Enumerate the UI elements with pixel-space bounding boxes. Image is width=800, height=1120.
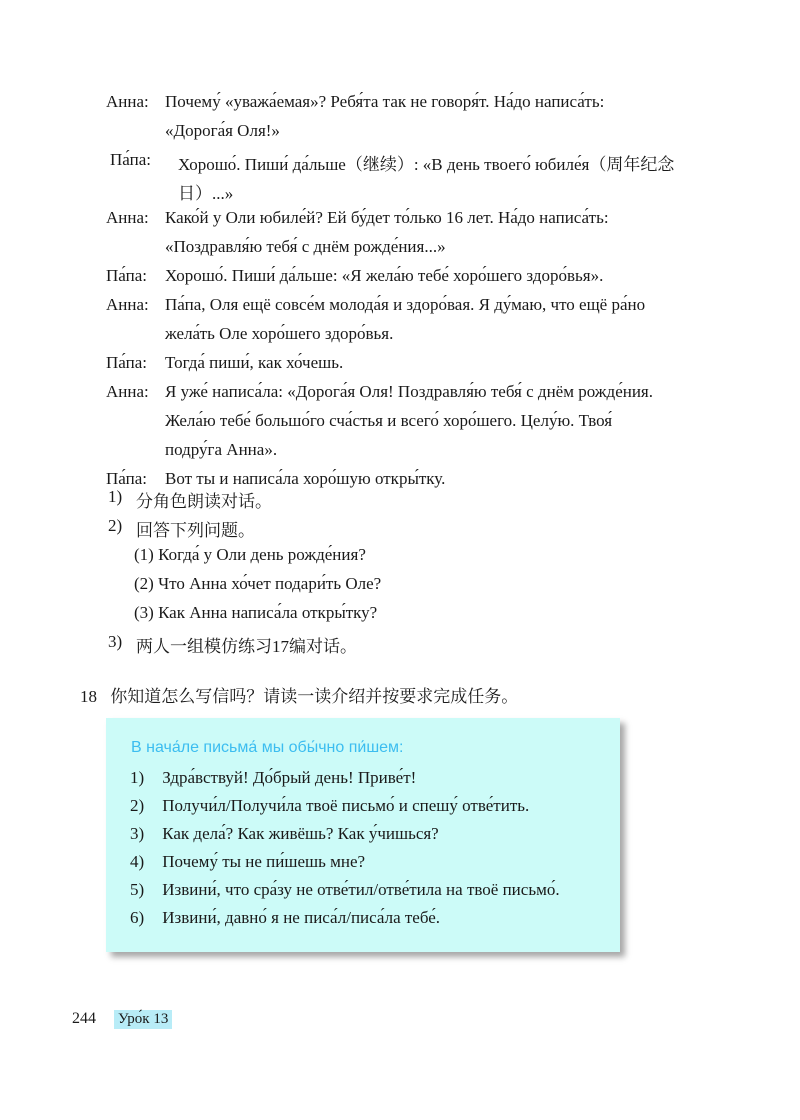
task-number: 2) xyxy=(108,516,123,535)
task-number: 1) xyxy=(108,487,123,506)
utterance: Како́й у Оли юбиле́й? Ей бу́дет то́лько 16 лет. На́до написа́ть: xyxy=(165,208,609,227)
dialogue-line xyxy=(0,237,800,266)
item-text: Здра́вствуй! До́брый день! Приве́т! xyxy=(162,768,417,787)
info-box-item xyxy=(130,880,560,900)
item-text: Как дела́? Как живёшь? Как у́чишься? xyxy=(162,824,439,843)
utterance: Я уже́ написа́ла: «Дорога́я Оля! Поздравля́ю тебя́ с днём рожде́ния. xyxy=(165,382,654,401)
info-box-item xyxy=(130,796,529,816)
item-number: 6) xyxy=(130,908,145,927)
utterance: «Поздравля́ю тебя́ с днём рожде́ния...» xyxy=(165,237,446,256)
item-number: 3) xyxy=(130,824,145,843)
info-box-item xyxy=(130,908,440,928)
item-number: 4) xyxy=(130,852,145,871)
item-text: Извини́, что сра́зу не отве́тил/отве́тила на твоё письмо́. xyxy=(162,880,560,899)
speaker: Анна: xyxy=(106,92,149,111)
dialogue-line xyxy=(0,150,800,179)
info-box-title: В нача́ле письма́ мы обы́чно пи́шем: xyxy=(131,739,404,756)
task-list xyxy=(0,487,800,661)
item-number: 1) xyxy=(130,768,145,787)
item-text: Извини́, давно́ я не писа́л/писа́ла тебе́. xyxy=(162,908,441,927)
exercise-number: 18 xyxy=(80,687,97,706)
dialogue-line xyxy=(0,266,800,295)
item-text: Почему́ ты не пи́шешь мне? xyxy=(162,852,366,871)
item-text: Получи́л/Получи́ла твоё письмо́ и спешу́ отве́тить. xyxy=(162,796,530,815)
page-footer xyxy=(72,1010,172,1029)
page-number: 244 xyxy=(72,1010,96,1027)
dialogue-line xyxy=(0,208,800,237)
dialogue-line xyxy=(0,440,800,469)
task-item xyxy=(0,516,800,545)
utterance: Хорошо́. Пиши́ да́льше（继续）: «В день твоего́ юбиле́я（周年纪念 xyxy=(178,155,675,174)
speaker: Анна: xyxy=(106,382,149,401)
task-item xyxy=(0,632,800,661)
utterance: Па́па, Оля ещё совсе́м молода́я и здоро́вая. Я ду́маю, что ещё ра́но xyxy=(165,295,646,314)
lesson-label: Уро́к 13 xyxy=(114,1010,172,1029)
utterance: Жела́ю тебе́ большо́го сча́стья и всего́ хоро́шего. Целу́ю. Твоя́ xyxy=(165,411,613,430)
question-text: (3) Как Анна написа́ла откры́тку? xyxy=(134,603,378,622)
dialogue-line xyxy=(0,382,800,411)
question-item xyxy=(0,603,800,632)
exercise-instruction: 你知道怎么写信吗？请读一读介绍并按要求完成任务。 xyxy=(110,687,519,706)
speaker: Анна: xyxy=(106,295,149,314)
info-box xyxy=(106,718,620,952)
task-text: 回答下列问题。 xyxy=(136,521,255,540)
utterance: жела́ть Оле хоро́шего здоро́вья. xyxy=(165,324,394,343)
utterance: Хорошо́. Пиши́ да́льше: «Я жела́ю тебе́ хоро́шего здоро́вья». xyxy=(165,266,604,285)
question-item xyxy=(0,545,800,574)
dialogue-line xyxy=(0,324,800,353)
utterance: Вот ты и написа́ла хоро́шую откры́тку. xyxy=(165,469,446,488)
question-text: (2) Что Анна хо́чет подари́ть Оле? xyxy=(134,574,382,593)
dialogue xyxy=(0,92,800,498)
dialogue-line xyxy=(0,295,800,324)
utterance: Почему́ «уважа́емая»? Ребя́та так не говоря́т. На́до написа́ть: xyxy=(165,92,605,111)
speaker: Па́па: xyxy=(106,353,147,372)
exercise-18-heading xyxy=(80,682,518,707)
info-box-item xyxy=(130,852,365,872)
question-text: (1) Когда́ у Оли день рожде́ния? xyxy=(134,545,366,564)
utterance: 日）...» xyxy=(178,184,234,203)
dialogue-line xyxy=(0,411,800,440)
speaker: Па́па: xyxy=(106,469,147,488)
info-box-item xyxy=(130,768,416,788)
speaker: Анна: xyxy=(106,208,149,227)
speaker: Па́па: xyxy=(110,150,151,169)
speaker: Па́па: xyxy=(106,266,147,285)
utterance: подру́га Анна». xyxy=(165,440,278,459)
task-number: 3) xyxy=(108,632,123,651)
task-item xyxy=(0,487,800,516)
dialogue-line xyxy=(0,121,800,150)
utterance: «Дорога́я Оля!» xyxy=(165,121,280,140)
item-number: 2) xyxy=(130,796,145,815)
info-box-item xyxy=(130,824,439,844)
dialogue-line xyxy=(0,179,800,208)
task-text: 分角色朗读对话。 xyxy=(136,492,272,511)
dialogue-line xyxy=(0,92,800,121)
utterance: Тогда́ пиши́, как хо́чешь. xyxy=(165,353,344,372)
item-number: 5) xyxy=(130,880,145,899)
question-item xyxy=(0,574,800,603)
dialogue-line xyxy=(0,353,800,382)
task-text: 两人一组模仿练习17编对话。 xyxy=(136,637,357,656)
